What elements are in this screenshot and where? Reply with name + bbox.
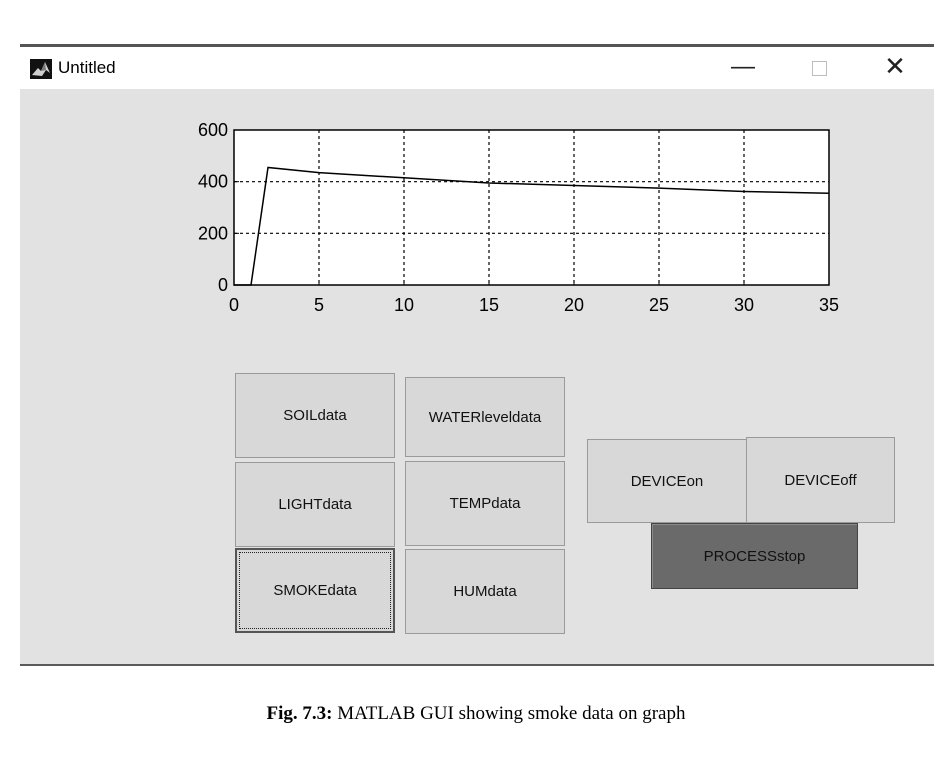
device-on-button[interactable]: DEVICEon xyxy=(587,439,747,523)
minimize-icon: — xyxy=(731,53,755,80)
x-tick-label: 15 xyxy=(478,295,500,315)
window-border-bottom xyxy=(20,664,934,666)
x-tick-label: 5 xyxy=(313,295,325,315)
y-tick-label: 400 xyxy=(197,171,228,192)
caption-text: MATLAB GUI showing smoke data on graph xyxy=(332,703,686,724)
light-data-button[interactable]: LIGHTdata xyxy=(235,462,395,547)
y-tick-label: 200 xyxy=(197,223,228,244)
figure-client-area xyxy=(20,89,934,664)
x-tick-label: 20 xyxy=(563,295,585,315)
x-tick-label: 35 xyxy=(818,295,840,315)
smoke-data-button[interactable]: SMOKEdata xyxy=(235,548,395,633)
x-tick-label: 10 xyxy=(393,295,415,315)
y-tick-label: 0 xyxy=(217,275,228,295)
temp-data-button[interactable]: TEMPdata xyxy=(405,461,565,546)
minimize-button[interactable] xyxy=(720,51,766,85)
line-chart[interactable] xyxy=(20,89,934,329)
close-icon: ✕ xyxy=(884,52,906,82)
soil-data-button[interactable]: SOILdata xyxy=(235,373,395,458)
x-tick-label: 30 xyxy=(733,295,755,315)
caption-label: Fig. 7.3: xyxy=(266,703,333,724)
matlab-icon xyxy=(30,59,52,79)
title-bar[interactable] xyxy=(20,47,934,89)
process-stop-button[interactable]: PROCESSstop xyxy=(651,523,858,589)
device-off-button[interactable]: DEVICEoff xyxy=(746,437,895,523)
x-tick-label: 25 xyxy=(648,295,670,315)
water-level-data-button[interactable]: WATERleveldata xyxy=(405,377,565,457)
plot-area xyxy=(234,130,829,285)
hum-data-button[interactable]: HUMdata xyxy=(405,549,565,634)
window-title: Untitled xyxy=(58,58,116,77)
y-tick-label: 600 xyxy=(197,120,228,140)
figure-caption xyxy=(0,703,952,725)
x-tick-label: 0 xyxy=(228,295,240,315)
maximize-icon xyxy=(812,61,827,76)
maximize-button[interactable] xyxy=(796,51,842,85)
close-button[interactable] xyxy=(872,51,918,85)
